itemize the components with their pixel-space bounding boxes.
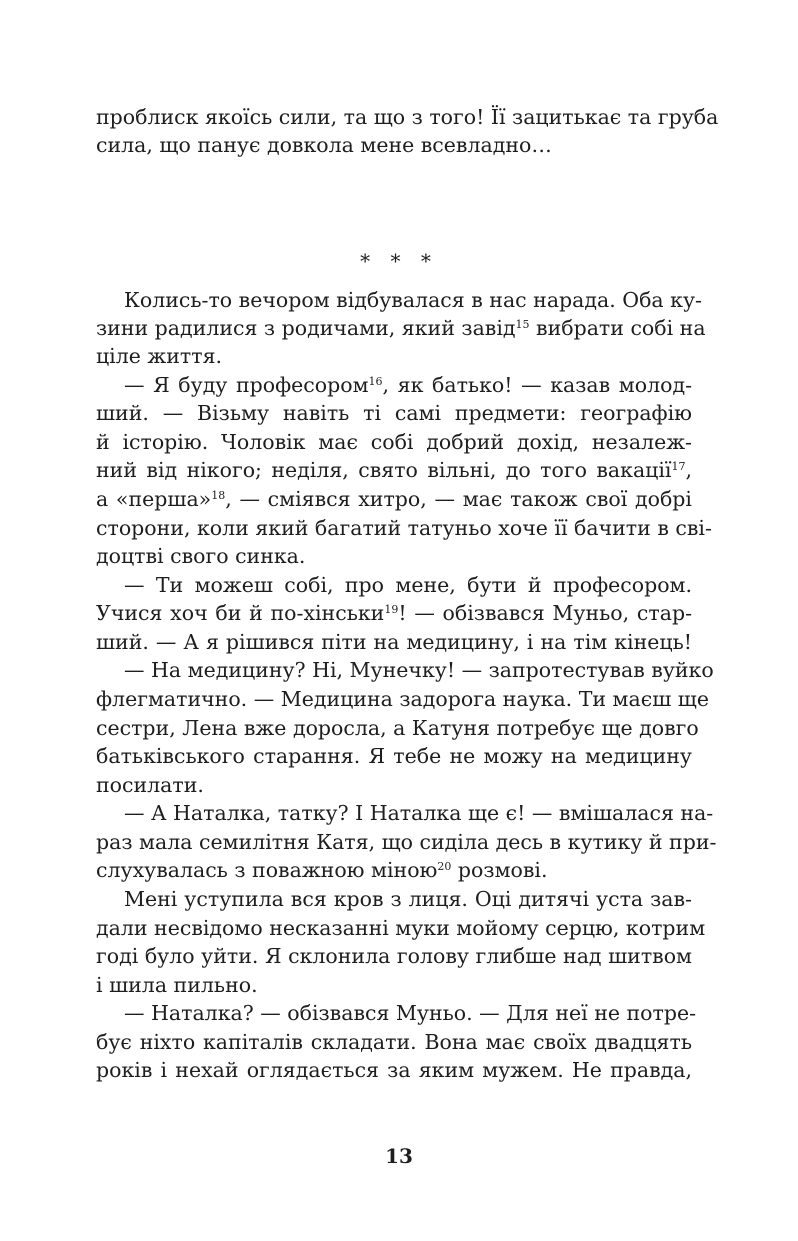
text-line: проблиск якоїсь сили, та що з того! Її зацитькає та груба bbox=[96, 105, 719, 129]
text-line: флегматично. — Медицина задорога наука. Ти маєш ще bbox=[96, 687, 709, 711]
text-line: годі було уйти. Я склонила голову глибше над шитвом bbox=[96, 944, 692, 968]
text-line: — Наталка? — обізвався Муньо. — Для неї не потре- bbox=[124, 1001, 697, 1025]
text-line: ціле життя. bbox=[96, 344, 223, 368]
text-line: ший. — А я рішився піти на медицину, і на тім кінець! bbox=[96, 630, 692, 654]
text-line: ний від нікого; неділя, свято вільні, до того вакації$^{17}$, bbox=[96, 458, 692, 482]
text-line: раз мала семилітня Катя, що сиділа десь в кутику й при- bbox=[96, 830, 717, 854]
footnote-ref-18[interactable]: 18 bbox=[211, 489, 226, 503]
text-line: сторони, коли який багатий татуньо хоче її бачити в сві- bbox=[96, 516, 712, 540]
footnote-ref-20[interactable]: 20 bbox=[437, 860, 452, 874]
page-number: 13 bbox=[385, 1144, 413, 1168]
section-separator: * * * bbox=[360, 249, 438, 273]
footnote-ref-17[interactable]: 17 bbox=[671, 460, 686, 474]
text-line: батьківського старання. Я тебе не можу на медицину bbox=[96, 744, 692, 768]
text-line: Учися хоч би й по-хінськи$^{19}$! — обізвався Муньо, стар- bbox=[96, 601, 692, 625]
text-line: посилати. bbox=[96, 773, 204, 797]
text-line: й історію. Чоловік має собі добрий дохід, незалеж- bbox=[96, 430, 692, 454]
text-line: — А Наталка, татку? І Наталка ще є! — вмішалася на- bbox=[124, 801, 714, 825]
text-line: доцтві свого синка. bbox=[96, 544, 306, 568]
footnote-ref-19[interactable]: 19 bbox=[384, 603, 399, 617]
text-line: бує ніхто капіталів складати. Вона має своїх двадцять bbox=[96, 1030, 692, 1054]
text-line: слухувалась з поважною міною$^{20}$ розмові. bbox=[96, 858, 548, 882]
text-line: — На медицину? Ні, Мунечку! — запротестував вуйко bbox=[124, 658, 714, 682]
text-line: Мені уступила вся кров з лиця. Оці дитячі уста зав- bbox=[124, 887, 692, 911]
text-line: а «перша»$^{18}$, — сміявся хитро, — має також свої добрі bbox=[96, 487, 692, 511]
text-line: років і нехай оглядається за яким мужем. Не правда, bbox=[96, 1058, 692, 1082]
text-line: Колись-то вечором відбувалася в нас нарада. Оба ку- bbox=[124, 288, 702, 312]
footnote-ref-16[interactable]: 16 bbox=[368, 375, 383, 389]
footnote-ref-15[interactable]: 15 bbox=[515, 318, 530, 332]
text-line: ший. — Візьму навіть ті самі предмети: географію bbox=[96, 401, 692, 425]
text-line: сила, що панує довкола мене всевладно… bbox=[96, 133, 552, 157]
text-line: і шила пильно. bbox=[96, 973, 258, 997]
text-line: — Ти можеш собі, про мене, бути й професором. bbox=[124, 573, 692, 597]
text-line: сестри, Лена вже доросла, а Катуня потребує ще довго bbox=[96, 716, 699, 740]
text-line: — Я буду професором$^{16}$, як батько! — казав молод- bbox=[124, 373, 693, 397]
text-line: дали несвідомо несказанні муки мойому серцю, котрим bbox=[96, 916, 706, 940]
text-line: зини радилися з родичами, який завід$^{15}$ вибрати собі на bbox=[96, 316, 706, 340]
